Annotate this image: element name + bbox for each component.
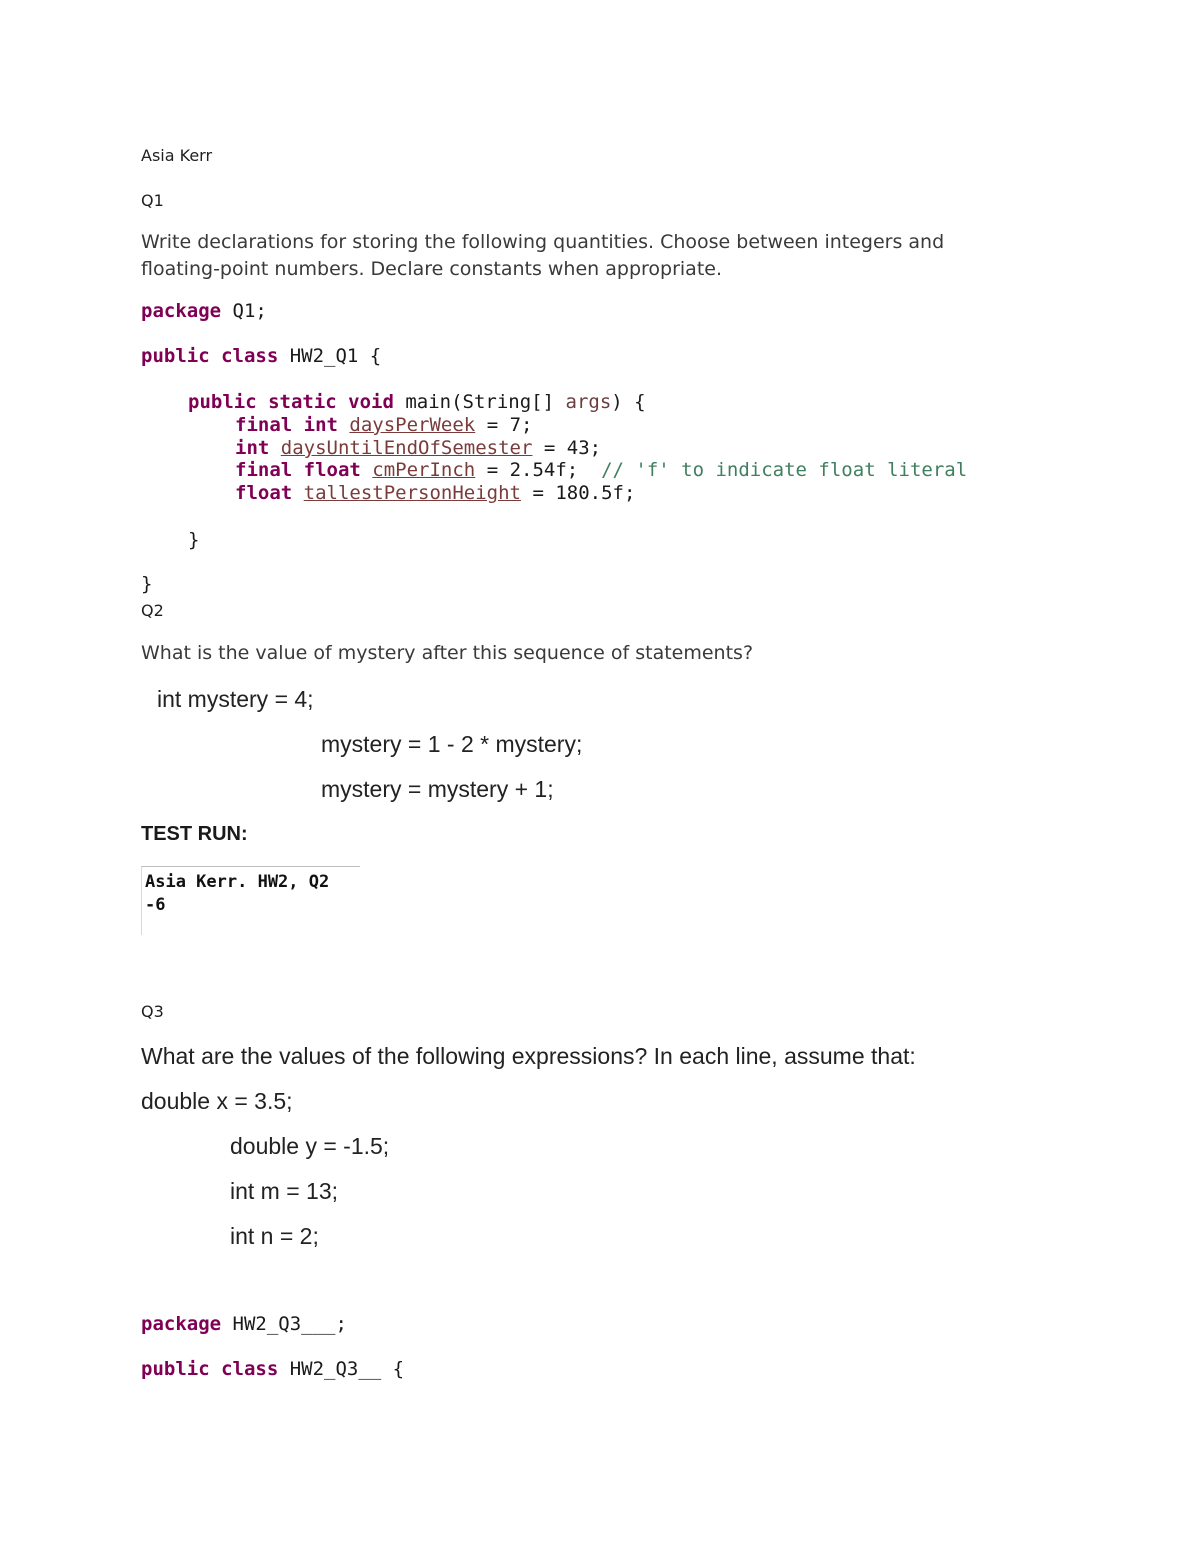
q2-statement-1: int mystery = 4; <box>157 686 314 712</box>
q2-statement-3: mystery = mystery + 1; <box>321 776 554 802</box>
author-name: Asia Kerr <box>141 146 213 165</box>
q1-method-close-brace: } <box>188 529 200 551</box>
console-line-1: Asia Kerr. HW2, Q2 <box>145 872 330 892</box>
q1-prompt-line-1: Write declarations for storing the following quantities. Choose between integers and <box>141 231 945 253</box>
q1-heading: Q1 <box>141 191 164 210</box>
q3-decl-x: double x = 3.5; <box>141 1088 293 1114</box>
q3-heading: Q3 <box>141 1002 164 1021</box>
q1-package-line: package Q1; <box>141 300 267 322</box>
test-run-label: TEST RUN: <box>141 823 248 845</box>
q3-class-line: public class HW2_Q3__ { <box>141 1358 405 1380</box>
console-line-2: -6 <box>145 895 166 915</box>
q3-decl-m: int m = 13; <box>230 1178 339 1204</box>
q1-class-close-brace: } <box>141 573 153 595</box>
q2-statement-2: mystery = 1 - 2 * mystery; <box>321 731 583 757</box>
code-comment: // 'f' to indicate float literal <box>601 459 968 481</box>
q3-prompt: What are the values of the following expressions? In each line, assume that: <box>141 1043 916 1069</box>
q1-code-line-tallest-height: float tallestPersonHeight = 180.5f; <box>235 482 636 504</box>
q1-class-line: public class HW2_Q1 { <box>141 345 382 367</box>
q1-code-line-cm-per-inch: final float cmPerInch = 2.54f; // 'f' to indicate float literal <box>235 459 968 481</box>
console-output-screenshot <box>141 866 360 935</box>
q2-prompt: What is the value of mystery after this sequence of statements? <box>141 642 754 664</box>
q1-code-line-days-until-end: int daysUntilEndOfSemester = 43; <box>235 437 602 459</box>
q3-decl-n: int n = 2; <box>230 1223 319 1249</box>
q1-main-line: public static void main(String[] args) { <box>188 391 646 413</box>
q3-package-line: package HW2_Q3___; <box>141 1313 347 1335</box>
q1-prompt-line-2: floating-point numbers. Declare constants when appropriate. <box>141 258 723 280</box>
q3-decl-y: double y = -1.5; <box>230 1133 390 1159</box>
q1-code-line-days-per-week: final int daysPerWeek = 7; <box>235 414 533 436</box>
q2-heading: Q2 <box>141 601 164 620</box>
